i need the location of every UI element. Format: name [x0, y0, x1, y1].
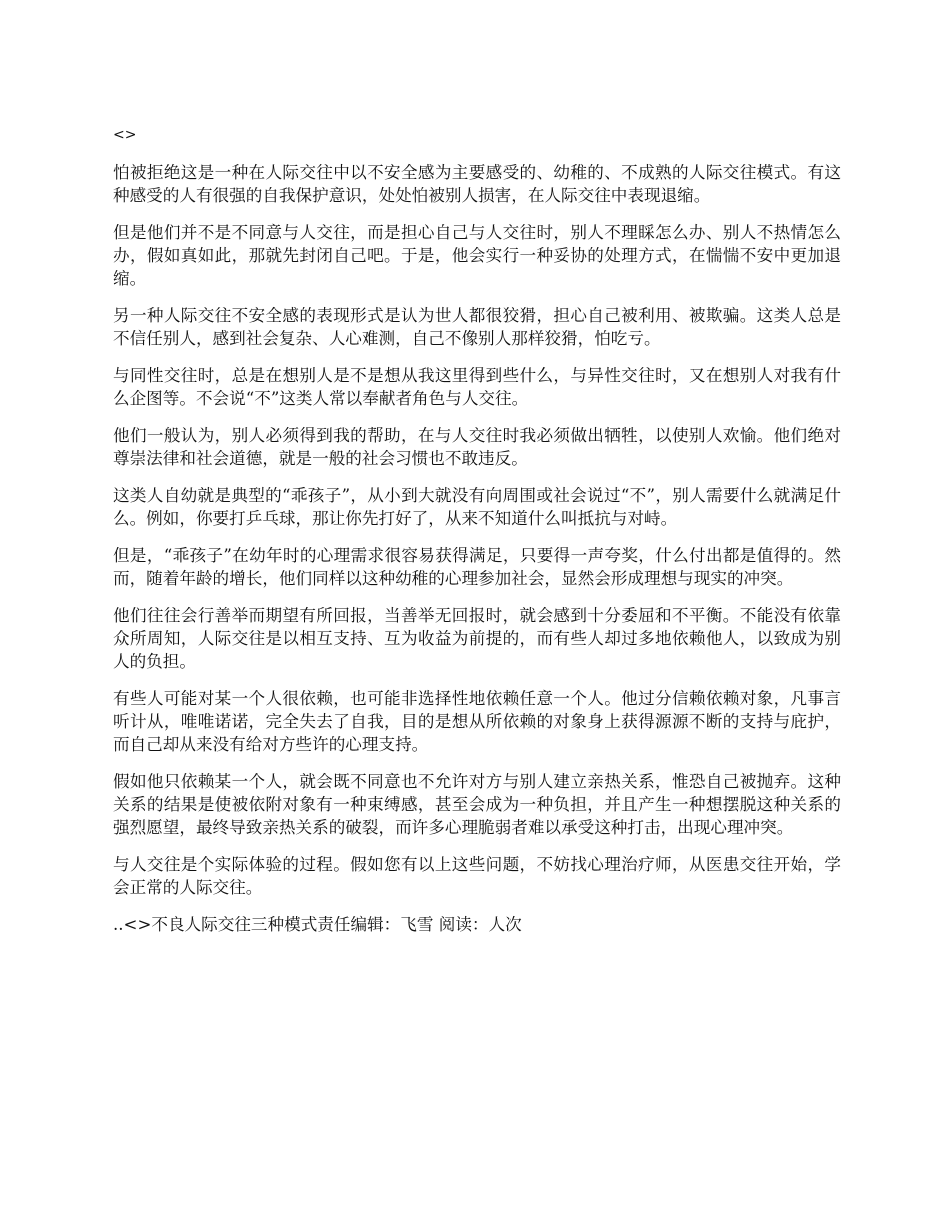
top-marker: <> — [113, 127, 137, 143]
paragraph-10: 假如他只依赖某一个人，就会既不同意也不允许对方与别人建立亲热关系，惟恐自己被抛弃。这种关系的结果是使被依附对象有一种束缚感，甚至会成为一种负担，并且产生一种想摆脱这种关系的强烈愿望，最终导致亲热关系的破裂，而许多心理脆弱者难以承受这种打击，出现心理冲突。 — [113, 772, 841, 837]
paragraph-8: 他们往往会行善举而期望有所回报，当善举无回报时，就会感到十分委屈和不平衡。不能没有依靠众所周知，人际交往是以相互支持、互为收益为前提的，而有些人却过多地依赖他人，以致成为别人的负担。 — [113, 606, 841, 671]
document-body — [113, 124, 841, 936]
article-footer: ..<>不良人际交往三种模式责任编辑：飞雪 阅读：人次 — [113, 915, 522, 934]
paragraph-9: 有些人可能对某一个人很依赖，也可能非选择性地依赖任意一个人。他过分信赖依赖对象，凡事言听计从，唯唯诺诺，完全失去了自我，目的是想从所依赖的对象身上获得源源不断的支持与庇护，而自己却从来没有给对方些许的心理支持。 — [113, 689, 841, 754]
paragraph-5: 他们一般认为，别人必须得到我的帮助，在与人交往时我必须做出牺牲，以使别人欢愉。他们绝对尊崇法律和社会道德，就是一般的社会习惯也不敢违反。 — [113, 426, 841, 468]
paragraph-6: 这类人自幼就是典型的“乖孩子”，从小到大就没有向周围或社会说过“不”，别人需要什么就满足什么。例如，你要打乒乓球，那让你先打好了，从来不知道什么叫抵抗与对峙。 — [113, 486, 841, 528]
paragraph-7: 但是，“乖孩子”在幼年时的心理需求很容易获得满足，只要得一声夸奖，什么付出都是值得的。然而，随着年龄的增长，他们同样以这种幼稚的心理参加社会，显然会形成理想与现实的冲突。 — [113, 546, 841, 588]
paragraph-1: 怕被拒绝这是一种在人际交往中以不安全感为主要感受的、幼稚的、不成熟的人际交往模式。有这种感受的人有很强的自我保护意识，处处怕被别人损害，在人际交往中表现退缩。 — [113, 163, 841, 205]
paragraph-4: 与同性交往时，总是在想别人是不是想从我这里得到些什么，与异性交往时，又在想别人对我有什么企图等。不会说“不”这类人常以奉献者角色与人交往。 — [113, 366, 841, 408]
paragraph-11: 与人交往是个实际体验的过程。假如您有以上这些问题，不妨找心理治疗师，从医患交往开始，学会正常的人际交往。 — [113, 855, 841, 897]
paragraph-3: 另一种人际交往不安全感的表现形式是认为世人都很狡猾，担心自己被利用、被欺骗。这类人总是不信任别人，感到社会复杂、人心难测，自己不像别人那样狡猾，怕吃亏。 — [113, 306, 841, 348]
paragraph-2: 但是他们并不是不同意与人交往，而是担心自己与人交往时，别人不理睬怎么办、别人不热情怎么办，假如真如此，那就先封闭自己吧。于是，他会实行一种妥协的处理方式，在惴惴不安中更加退缩。 — [113, 223, 841, 288]
